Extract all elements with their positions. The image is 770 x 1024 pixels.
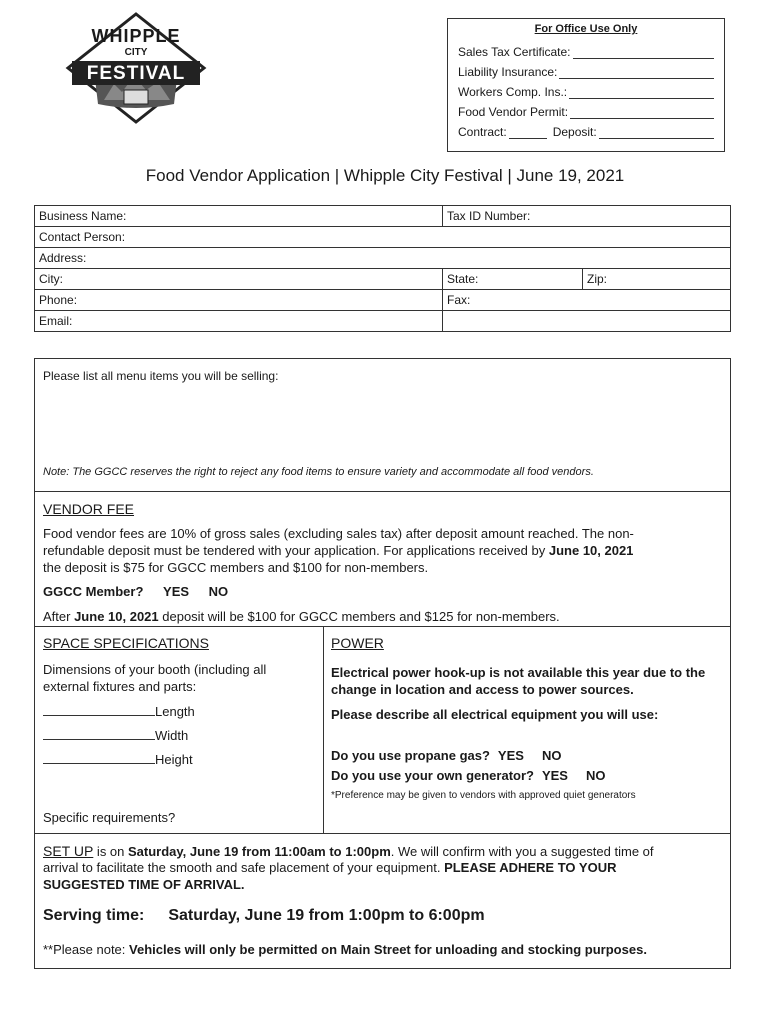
power-line1: Electrical power hook-up is not available this year due to the [331,665,706,680]
contact-person-field[interactable]: Contact Person: [35,227,731,248]
member-no[interactable]: NO [208,584,229,599]
generator-question [331,768,605,783]
office-contract: Contract: [458,125,507,139]
after-deadline-a: After [43,609,75,624]
propane-label: Do you use propane gas? [331,748,490,763]
logo-whipple: WHIPPLE [91,26,181,46]
fee-text-line2a: refundable deposit must be tendered with your application. For applications received by [43,543,549,558]
propane-no[interactable]: NO [541,748,562,763]
blank-field[interactable] [443,311,731,332]
setup-time: Saturday, June 19 from 11:00am to 1:00pm [128,844,391,859]
setup-line2b: PLEASE ADHERE TO YOUR [444,860,617,875]
office-use-box [447,18,725,152]
office-field: Food Vendor Permit: [458,105,569,119]
generator-no[interactable]: NO [585,768,606,783]
address-field[interactable]: Address: [35,248,731,269]
fax-field[interactable]: Fax: [443,290,731,311]
office-field: Sales Tax Certificate: [458,45,571,59]
logo-city: CITY [124,47,148,58]
menu-prompt: Please list all menu items you will be selling: [43,369,279,383]
menu-items-area[interactable] [43,387,723,459]
page-title: Food Vendor Application | Whipple City Festival | June 19, 2021 [145,166,625,185]
member-question [43,584,228,599]
generator-yes[interactable]: YES [541,768,568,783]
member-yes[interactable]: YES [163,584,190,599]
fee-text-line2 [43,543,633,558]
tax-id-field[interactable]: Tax ID Number: [443,206,731,227]
power-describe: Please describe all electrical equipment you will use: [331,707,659,722]
vendor-info-table [34,205,731,332]
business-name-field[interactable]: Business Name: [35,206,443,227]
setup-heading: SET UP [43,843,94,859]
divider [35,626,730,627]
office-line[interactable] [569,86,714,99]
power-line2: change in location and access to power sources. [331,682,634,697]
space-heading: SPACE SPECIFICATIONS [43,635,209,651]
power-heading: POWER [331,635,384,651]
setup-a: is on [93,844,128,859]
phone-field[interactable]: Phone: [35,290,443,311]
divider [35,491,730,492]
serving-label: Serving time: [43,907,145,924]
width-blank[interactable] [43,727,155,740]
zip-field[interactable]: Zip: [583,269,731,290]
specific-requirements: Specific requirements? [43,810,176,825]
office-field: Workers Comp. Ins.: [458,85,568,99]
office-deposit: Deposit: [552,125,597,139]
after-deadline-text [43,609,560,624]
fee-text-line1: Food vendor fees are 10% of gross sales (excluding sales tax) after deposit amount reached. The non- [43,526,634,541]
after-deadline-c: deposit will be $100 for GGCC members and $125 for non-members. [158,609,560,624]
vehicle-note [43,942,647,957]
generator-note: *Preference may be given to vendors with approved quiet generators [331,790,636,801]
space-desc1: Dimensions of your booth (including all [43,662,267,677]
menu-note: Note: The GGCC reserves the right to reject any food items to ensure variety and accommodate all food vendors. [43,466,594,478]
setup-line2a: arrival to facilitate the smooth and safe placement of your equipment. [43,860,445,875]
deposit-line[interactable] [599,126,714,139]
vehicle-note-b: Vehicles will only be permitted on Main Street for unloading and stocking purposes. [129,942,647,957]
contract-line[interactable] [509,126,547,139]
propane-question [331,748,561,763]
serving-time [43,907,485,925]
serving-value: Saturday, June 19 from 1:00pm to 6:00pm [168,907,485,924]
fee-deadline: June 10, 2021 [548,543,634,558]
festival-logo [64,12,208,124]
fee-text-line3: the deposit is $75 for GGCC members and $100 for non-members. [43,560,429,575]
office-line[interactable] [570,106,714,119]
logo-festival: FESTIVAL [86,63,186,84]
office-line[interactable] [573,46,715,59]
office-title: For Office Use Only [534,23,638,35]
width-row [43,727,188,743]
setup-line3: SUGGESTED TIME OF ARRIVAL. [43,877,245,892]
divider [35,833,730,834]
column-divider [323,626,324,833]
email-field[interactable]: Email: [35,311,443,332]
vendor-fee-heading: VENDOR FEE [43,501,135,517]
width-label: Width [155,728,189,743]
space-desc2: external fixtures and parts: [43,679,197,694]
generator-label: Do you use your own generator? [331,768,534,783]
propane-yes[interactable]: YES [497,748,524,763]
office-field: Liability Insurance: [458,65,558,79]
length-label: Length [155,704,195,719]
length-blank[interactable] [43,703,155,716]
setup-c: . We will confirm with you a suggested time of [390,844,654,859]
vehicle-note-a: **Please note: [43,942,130,957]
setup-line2 [43,860,616,875]
height-label: Height [155,752,193,767]
member-label: GGCC Member? [43,584,144,599]
city-field[interactable]: City: [35,269,443,290]
height-row [43,751,193,767]
setup-line1 [43,843,654,859]
height-blank[interactable] [43,751,155,764]
office-line[interactable] [559,66,714,79]
after-deadline-date: June 10, 2021 [74,609,159,624]
state-field[interactable]: State: [443,269,583,290]
length-row [43,703,195,719]
application-details-box [34,358,731,969]
